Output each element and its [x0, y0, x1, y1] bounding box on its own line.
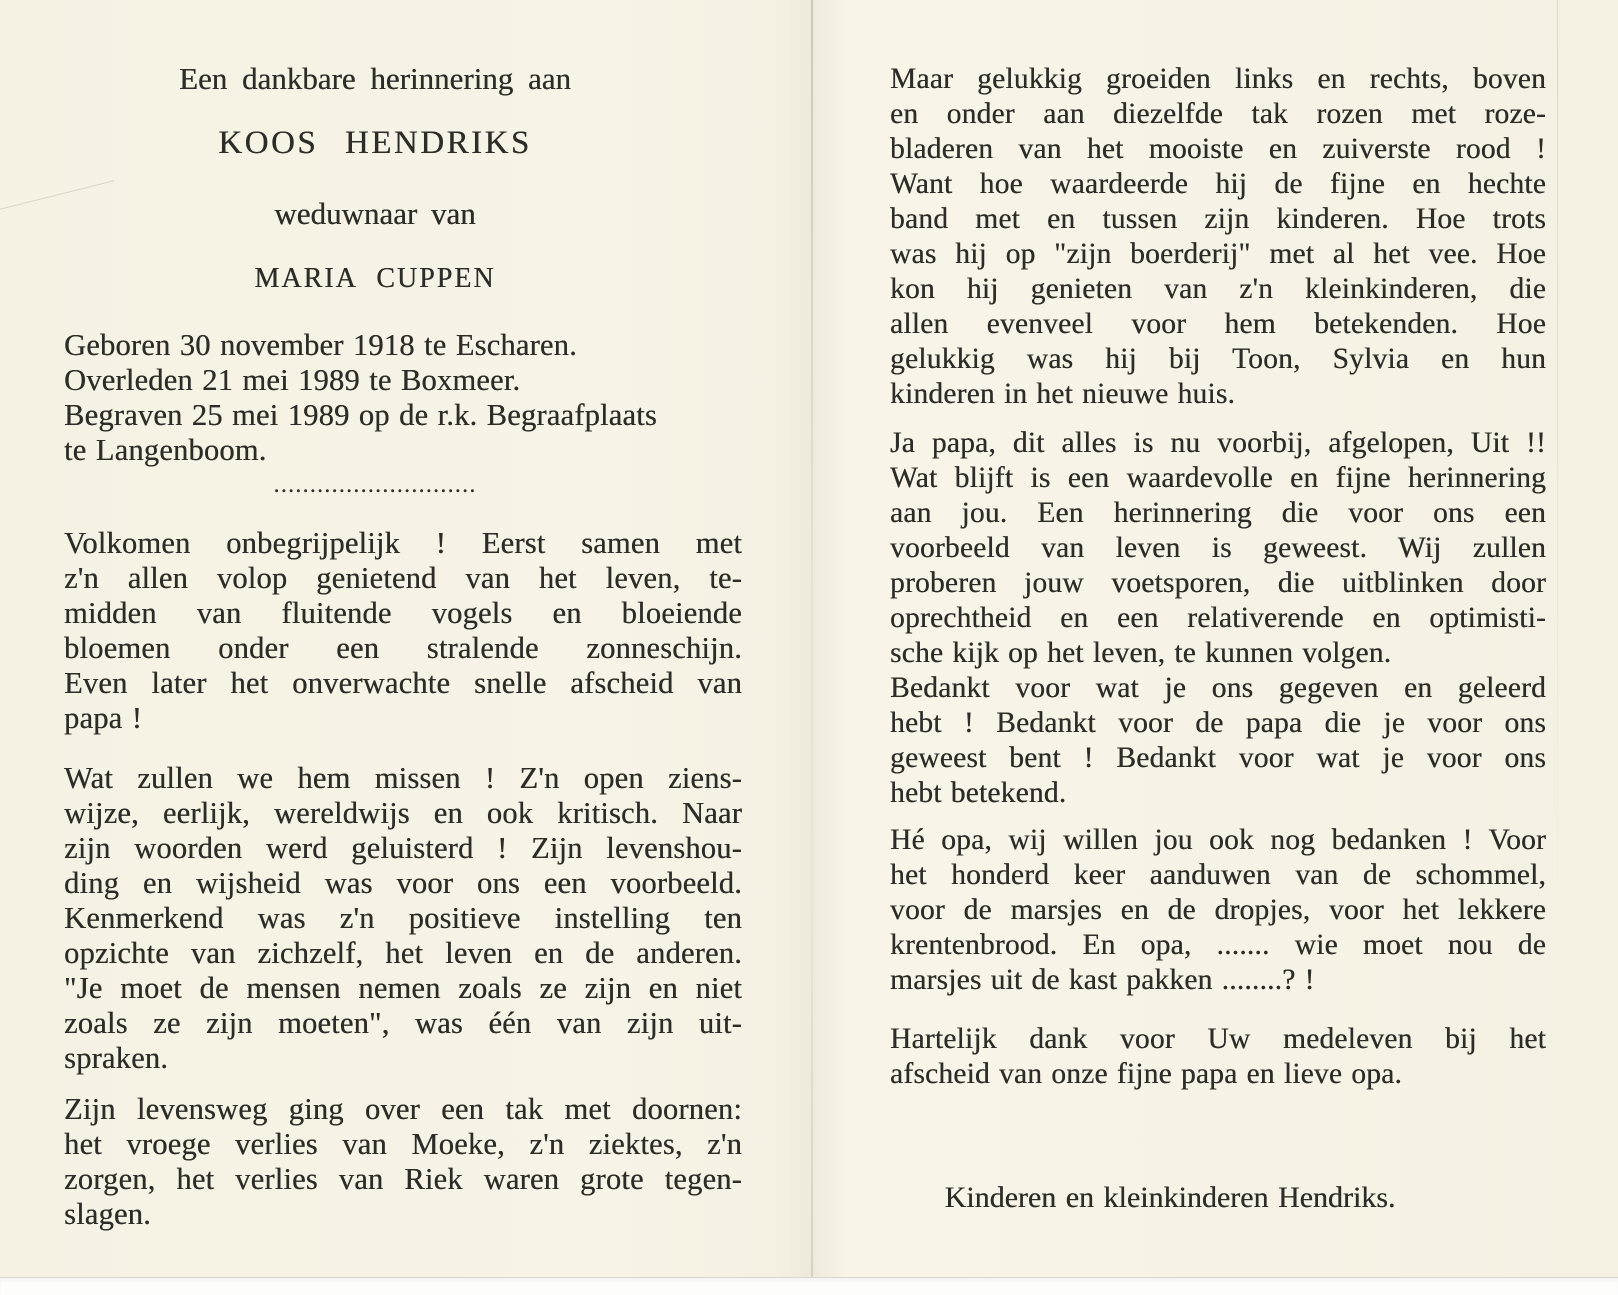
text-line: Volkomen onbegrijpelijk ! Eerst samen met — [64, 526, 742, 560]
paragraph-volkomen — [64, 526, 742, 736]
text-line: het vroege verlies van Moeke, z'n ziektes, z'n — [64, 1127, 742, 1161]
text-line: oprechtheid en een relativerende en optimisti- — [890, 602, 1546, 634]
text-line: voorbeeld van leven is geweest. Wij zullen — [890, 532, 1546, 564]
text-line: allen evenveel voor hem betekenden. Hoe — [890, 308, 1546, 340]
text-line: band met en tussen zijn kinderen. Hoe trots — [890, 203, 1546, 235]
text-line: krentenbrood. En opa, ....... wie moet nou de — [890, 929, 1546, 961]
text-line: opzichte van zichzelf, het leven en de anderen. — [64, 936, 742, 970]
signature-line: Kinderen en kleinkinderen Hendriks. — [944, 1181, 1396, 1214]
paragraph-he-opa — [890, 823, 1546, 998]
text-line: sche kijk op het leven, te kunnen volgen. — [890, 637, 1392, 669]
paragraph-maar-gelukkig — [890, 62, 1546, 412]
text-line: aan jou. Een herinnering die voor ons een — [890, 497, 1546, 529]
text-line: marsjes uit de kast pakken ........? ! — [890, 964, 1315, 996]
text-line: spraken. — [64, 1041, 169, 1075]
text-line: kon hij genieten van z'n kleinkinderen, die — [890, 273, 1546, 305]
deceased-name: KOOS HENDRIKS — [218, 125, 532, 161]
text-line: geweest bent ! Bedankt voor wat je voor ons — [890, 742, 1546, 774]
text-line: Want hoe waardeerde hij de fijne en hechte — [890, 168, 1546, 200]
text-line: Ja papa, dit alles is nu voorbij, afgelopen, Uit !! — [890, 427, 1546, 459]
right-paper-crease — [1557, 0, 1558, 1120]
paragraph-ja-papa — [890, 426, 1546, 671]
text-line: kinderen in het nieuwe huis. — [890, 378, 1236, 410]
text-line: Even later het onverwachte snelle afscheid van — [64, 666, 742, 700]
text-line: gelukkig was hij bij Toon, Sylvia en hun — [890, 343, 1546, 375]
text-line: zijn woorden werd geluisterd ! Zijn levenshou- — [64, 831, 742, 865]
vital-dates-block — [64, 328, 742, 468]
text-line: Kenmerkend was z'n positieve instelling ten — [64, 901, 742, 935]
text-line: Maar gelukkig groeiden links en rechts, boven — [890, 63, 1546, 95]
text-line: Overleden 21 mei 1989 te Boxmeer. — [64, 363, 521, 397]
text-line: Begraven 25 mei 1989 op de r.k. Begraafplaats — [64, 398, 657, 432]
text-line: en onder aan diezelfde tak rozen met roze- — [890, 98, 1546, 130]
text-line: papa ! — [64, 701, 143, 735]
text-line: wijze, eerlijk, wereldwijs en ook kritisch. Naar — [64, 796, 742, 830]
paragraph-wat-zullen — [64, 761, 742, 1076]
text-line: z'n allen volop genietend van het leven, te- — [64, 561, 742, 595]
paragraph-hartelijk-dank — [890, 1022, 1546, 1092]
text-line: zoals ze zijn moeten", was één van zijn uit- — [64, 1006, 742, 1040]
text-line: slagen. — [64, 1197, 151, 1231]
text-line: Geboren 30 november 1918 te Escharen. — [64, 328, 577, 362]
text-line: was hij op "zijn boerderij" met al het vee. Hoe — [890, 238, 1546, 270]
text-line: Hé opa, wij willen jou ook nog bedanken ! Voor — [890, 824, 1546, 856]
paragraph-levensweg — [64, 1092, 742, 1232]
text-line: hebt ! Bedankt voor de papa die je voor ons — [890, 707, 1546, 739]
text-line: proberen jouw voetsporen, die uitblinken door — [890, 567, 1546, 599]
text-line: afscheid van onze fijne papa en lieve opa. — [890, 1058, 1402, 1090]
dotted-separator: ............................ — [273, 471, 477, 498]
text-line: ding en wijsheid was voor ons een voorbeeld. — [64, 866, 742, 900]
text-line: midden van fluitende vogels en bloeiende — [64, 596, 742, 630]
text-line: hebt betekend. — [890, 777, 1067, 809]
text-line: Hartelijk dank voor Uw medeleven bij het — [890, 1023, 1546, 1055]
spouse-name: MARIA CUPPEN — [254, 263, 496, 294]
text-line: te Langenboom. — [64, 433, 267, 467]
center-fold-crease — [811, 0, 813, 1277]
scanner-edge-strip — [0, 1277, 1618, 1295]
text-line: zorgen, het verlies van Riek waren grote tegen- — [64, 1162, 742, 1196]
text-line: bladeren van het mooiste en zuiverste rood ! — [890, 133, 1546, 165]
text-line: Wat blijft is een waardevolle en fijne herinnering — [890, 462, 1546, 494]
text-line: bloemen onder een stralende zonneschijn. — [64, 631, 742, 665]
paragraph-bedankt — [890, 671, 1546, 811]
text-line: het honderd keer aanduwen van de schommel, — [890, 859, 1546, 891]
text-line: Wat zullen we hem missen ! Z'n open ziens- — [64, 761, 742, 795]
relation-label: weduwnaar van — [274, 196, 476, 231]
text-line: Zijn levensweg ging over een tak met doornen: — [64, 1092, 742, 1126]
text-line: "Je moet de mensen nemen zoals ze zijn en niet — [64, 971, 742, 1005]
text-line: Bedankt voor wat je ons gegeven en geleerd — [890, 672, 1546, 704]
memorial-intro-line: Een dankbare herinnering aan — [179, 61, 571, 96]
text-line: voor de marsjes en de dropjes, voor het lekkere — [890, 894, 1546, 926]
